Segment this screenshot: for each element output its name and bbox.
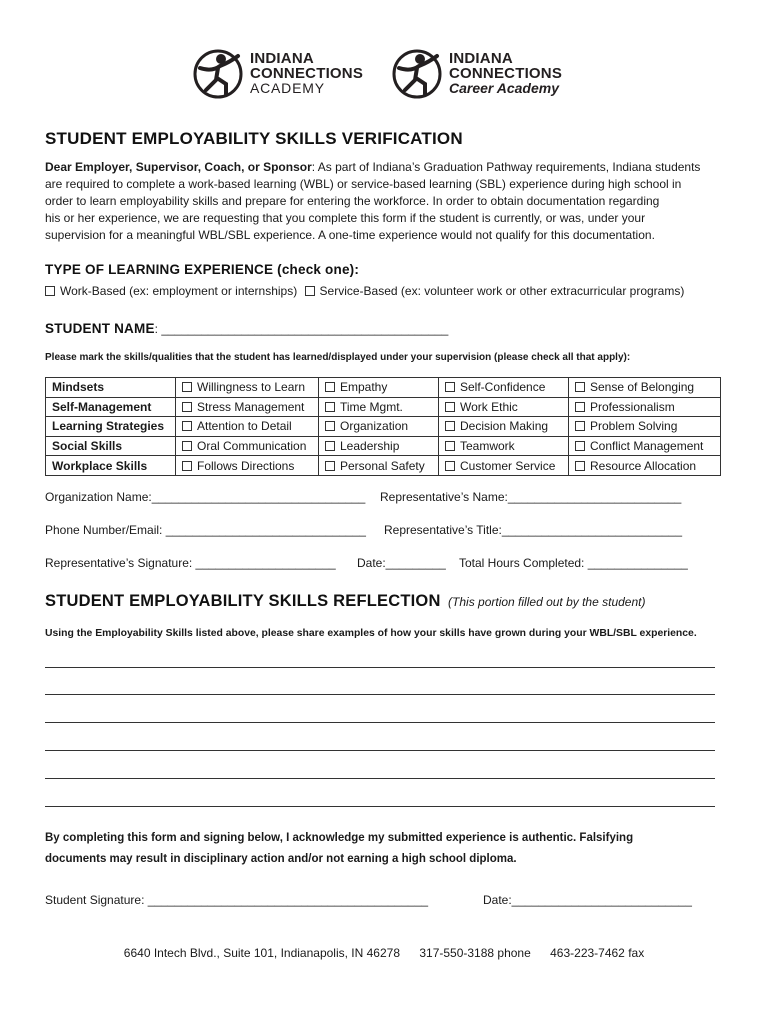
skill-checkbox[interactable]: [319, 456, 439, 476]
skill-checkbox[interactable]: [569, 436, 721, 456]
representative-signature-field[interactable]: Representative’s Signature: _____________________: [45, 556, 336, 570]
category-cell: Social Skills: [46, 436, 176, 456]
skill-label: Leadership: [340, 439, 400, 454]
checkbox-icon: [305, 286, 315, 296]
total-hours-field[interactable]: Total Hours Completed: _______________: [459, 556, 688, 570]
checkbox-icon: [325, 402, 335, 412]
service-based-checkbox[interactable]: [305, 284, 685, 298]
category-cell: Workplace Skills: [46, 456, 176, 476]
figure-icon: [391, 46, 443, 100]
reflection-line[interactable]: [45, 778, 715, 779]
checkbox-icon: [445, 421, 455, 431]
phone-email-field[interactable]: Phone Number/Email: ______________________________: [45, 523, 366, 537]
skill-label: Self-Confidence: [460, 380, 546, 395]
checkbox-icon: [325, 441, 335, 451]
reflection-line[interactable]: [45, 694, 715, 695]
skill-label: Customer Service: [460, 458, 556, 473]
table-row: [46, 397, 721, 417]
skill-label: Follows Directions: [197, 458, 295, 473]
skill-checkbox[interactable]: [569, 417, 721, 437]
skill-label: Oral Communication: [197, 439, 307, 454]
checkbox-icon: [182, 382, 192, 392]
checkbox-icon: [575, 441, 585, 451]
skill-label: Work Ethic: [460, 399, 518, 414]
checkbox-icon: [182, 421, 192, 431]
skill-checkbox[interactable]: [176, 456, 319, 476]
checkbox-icon: [325, 382, 335, 392]
acknowledgment-line: documents may result in disciplinary action and/or not earning a high school diploma.: [45, 853, 517, 865]
checkbox-icon: [325, 421, 335, 431]
reflection-heading: STUDENT EMPLOYABILITY SKILLS REFLECTION: [45, 592, 441, 610]
skill-checkbox[interactable]: [569, 378, 721, 398]
logo-line3: Career Academy: [449, 79, 559, 96]
footer: [0, 946, 768, 960]
skill-label: Decision Making: [460, 419, 549, 434]
logo-line1: INDIANA: [250, 49, 314, 67]
skill-checkbox[interactable]: [569, 456, 721, 476]
intro-line: order to learn employability skills and prepare for entering the workforce. In order to obtain documentation regarding: [45, 194, 660, 208]
skill-checkbox[interactable]: [439, 397, 569, 417]
organization-name-field[interactable]: Organization Name:________________________________: [45, 490, 366, 504]
category-cell: Self-Management: [46, 397, 176, 417]
category-cell: Mindsets: [46, 378, 176, 398]
table-row: [46, 436, 721, 456]
student-date-field[interactable]: Date:___________________________: [483, 893, 692, 907]
skill-checkbox[interactable]: [319, 417, 439, 437]
skill-checkbox[interactable]: [439, 378, 569, 398]
skill-checkbox[interactable]: [319, 378, 439, 398]
salutation: Dear Employer, Supervisor, Coach, or Sponsor: [45, 160, 312, 174]
intro-line: : As part of Indiana’s Graduation Pathway requirements, Indiana students: [311, 160, 701, 174]
student-name-row: [45, 320, 448, 338]
intro-line: are required to complete a work-based learning (WBL) or service-based learning (SBL) experience during high school in: [45, 177, 682, 191]
representative-name-field[interactable]: Representative’s Name:__________________________: [380, 490, 682, 504]
logo-indiana-connections-academy: [192, 46, 363, 100]
skill-label: Stress Management: [197, 399, 305, 414]
table-row: [46, 378, 721, 398]
intro-line: supervision for a meaningful WBL/SBL experience. A one-time experience would not qualify for this documentation.: [45, 228, 655, 242]
skill-checkbox[interactable]: [439, 436, 569, 456]
reflection-instruction: Using the Employability Skills listed above, please share examples of how your skills have grown during your WBL/SBL experience.: [45, 628, 697, 639]
reflection-line[interactable]: [45, 722, 715, 723]
figure-icon: [192, 46, 244, 100]
footer-address: 6640 Intech Blvd., Suite 101, Indianapolis, IN 46278: [123, 946, 400, 960]
reflection-note: (This portion filled out by the student): [448, 595, 646, 609]
skills-instruction: Please mark the skills/qualities that the student has learned/displayed under your supervision (please check all that apply):: [45, 352, 631, 363]
service-based-label: Service-Based (ex: volunteer work or other extracurricular programs): [319, 284, 685, 298]
student-signature-field[interactable]: Student Signature: __________________________________________: [45, 893, 429, 907]
logo-indiana-connections-career-academy: [391, 46, 562, 100]
logo-line3: ACADEMY: [250, 79, 325, 96]
student-name-field[interactable]: : ___________________________________________: [154, 322, 449, 336]
checkbox-icon: [445, 441, 455, 451]
reflection-line[interactable]: [45, 667, 715, 668]
skill-label: Personal Safety: [340, 458, 425, 473]
skill-checkbox[interactable]: [439, 417, 569, 437]
checkbox-icon: [182, 441, 192, 451]
checkbox-icon: [575, 382, 585, 392]
skill-label: Sense of Belonging: [590, 380, 695, 395]
skill-label: Empathy: [340, 380, 388, 395]
skill-label: Attention to Detail: [197, 419, 292, 434]
skills-table: [45, 377, 721, 476]
skill-checkbox[interactable]: [176, 417, 319, 437]
reflection-line[interactable]: [45, 806, 715, 807]
skill-checkbox[interactable]: [569, 397, 721, 417]
skill-label: Professionalism: [590, 399, 675, 414]
acknowledgment: [45, 828, 633, 870]
skill-label: Conflict Management: [590, 439, 704, 454]
checkbox-icon: [445, 382, 455, 392]
logo-line2: CONNECTIONS: [449, 64, 563, 82]
student-name-label: STUDENT NAME: [45, 321, 155, 336]
acknowledgment-line: By completing this form and signing below, I acknowledge my submitted experience is authentic. Falsifying: [45, 832, 634, 844]
checkbox-icon: [575, 421, 585, 431]
checkbox-icon: [445, 402, 455, 412]
learning-type-options: [45, 284, 684, 298]
skill-checkbox[interactable]: [319, 397, 439, 417]
skill-label: Problem Solving: [590, 419, 678, 434]
skill-label: Willingness to Learn: [197, 380, 306, 395]
skill-label: Teamwork: [460, 439, 515, 454]
checkbox-icon: [182, 402, 192, 412]
intro-paragraph: [45, 159, 735, 244]
skill-checkbox[interactable]: [176, 378, 319, 398]
checkbox-icon: [575, 402, 585, 412]
table-row: [46, 456, 721, 476]
skill-checkbox[interactable]: [176, 436, 319, 456]
work-based-checkbox[interactable]: [45, 284, 297, 298]
category-cell: Learning Strategies: [46, 417, 176, 437]
checkbox-icon: [575, 461, 585, 471]
date-field[interactable]: Date:_________: [357, 556, 446, 570]
skill-checkbox[interactable]: [319, 436, 439, 456]
skill-label: Resource Allocation: [590, 458, 697, 473]
intro-line: his or her experience, we are requesting that you complete this form if the student is currently, or was, under your: [45, 211, 646, 225]
footer-phone: 317-550-3188 phone: [419, 946, 531, 960]
checkbox-icon: [45, 286, 55, 296]
skill-label: Time Mgmt.: [340, 399, 403, 414]
learning-type-heading: TYPE OF LEARNING EXPERIENCE (check one):: [45, 262, 360, 277]
work-based-label: Work-Based (ex: employment or internships): [60, 284, 298, 298]
logo-line2: CONNECTIONS: [250, 64, 364, 82]
skill-label: Organization: [340, 419, 409, 434]
representative-title-field[interactable]: Representative’s Title:___________________________: [384, 523, 683, 537]
checkbox-icon: [445, 461, 455, 471]
footer-fax: 463-223-7462 fax: [550, 946, 645, 960]
logo-line1: INDIANA: [449, 49, 513, 67]
page-title: STUDENT EMPLOYABILITY SKILLS VERIFICATION: [45, 129, 463, 148]
reflection-line[interactable]: [45, 750, 715, 751]
table-row: [46, 417, 721, 437]
checkbox-icon: [182, 461, 192, 471]
skill-checkbox[interactable]: [439, 456, 569, 476]
skill-checkbox[interactable]: [176, 397, 319, 417]
reflection-heading-row: [45, 592, 645, 611]
checkbox-icon: [325, 461, 335, 471]
